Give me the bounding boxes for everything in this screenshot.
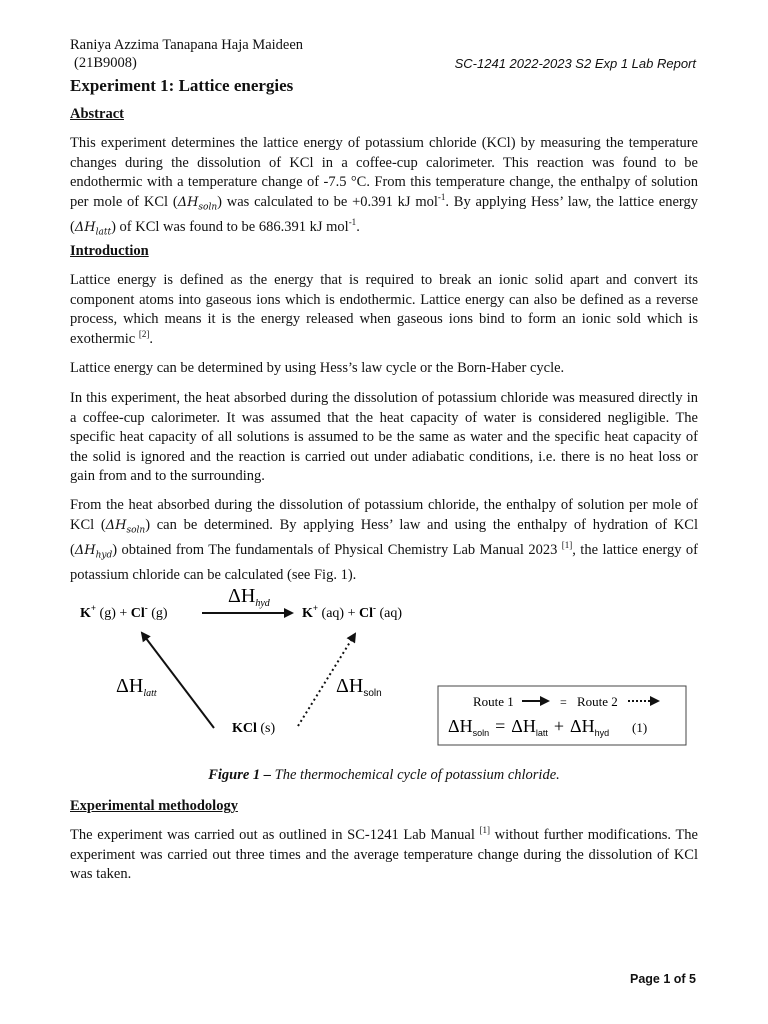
aq-ions-label: K+ (aq) + Cl- (aq) <box>302 603 403 621</box>
equation-1: $\Delta H_{soln} = \Delta H_{latt} + \Delta H_{hyd}$ <box>448 716 610 738</box>
abstract-paragraph: This experiment determines the lattice energy of potassium chloride (KCl) by measuring the temperature changes during the dissolution of KCl in a coffee-cup calorimeter. This reaction was found to be endothermic with a temperature change of -7.5 °C. From this temperature change, the enthalpy of solution per mole of KCl $(\Delta H_{soln})$ was calculated to be +0.391 kJ mol$^{-1}$. By applying Hess’ law, the lattice energy $(\Delta H_{latt})$ of KCl was found to be 686.391 kJ mol$^{-1}$. <box>70 135 698 238</box>
page-title: Experiment 1: Lattice energies <box>70 76 294 95</box>
thermochemical-cycle-diagram <box>0 580 768 760</box>
intro-paragraph-2: Lattice energy can be determined by using Hess’s law cycle or the Born-Haber cycle. <box>70 360 565 376</box>
intro-paragraph-3: In this experiment, the heat absorbed during the dissolution of potassium chloride was measured directly in a coffee-cup calorimeter. It was assumed that the heat capacity of water is considered negligible. The specific heat capacity of all solutions is assumed to be the same as water and the specific heat capacity of the solid is ignored and the reaction is carried out under adiabatic conditions, i.e. there is no heat loss or gain from and to the surrounding. <box>70 390 698 484</box>
page-number: Page 1 of 5 <box>630 972 696 986</box>
course-label: SC-1241 2022-2023 S2 Exp 1 Lab Report <box>454 56 696 71</box>
solid-kcl-label: KCl (s) <box>232 721 276 736</box>
route2-label: Route 2 <box>577 694 618 709</box>
author-name: Raniya Azzima Tanapana Haja Maideen <box>70 37 304 53</box>
intro-paragraph-1: Lattice energy is defined as the energy that is required to break an ionic solid apart and convert its component atoms into gaseous ions which is endothermic. Lattice energy can also be defined as a reverse process, which means it is the energy released when gaseous ions bind to form an ionic sold which is exothermic [2]. <box>70 272 698 347</box>
introduction-heading: Introduction <box>70 243 149 259</box>
intro-paragraph-4: From the heat absorbed during the dissolution of potassium chloride, the enthalpy of solution per mole of KCl $(\Delta H_{soln})$ can be determined. By applying Hess’ law and using the enthalpy of hydration of KCl $(\Delta H_{hyd})$ obtained from The fundamentals of Physical Chemistry Lab Manual 2023 [1], the lattice energy of potassium chloride can be calculated (see Fig. 1). <box>70 497 698 583</box>
delta-h-latt-label: $\Delta H_{latt}$ <box>116 675 157 699</box>
delta-h-hyd-label: $\Delta H_{hyd}$ <box>228 585 270 609</box>
methodology-paragraph: The experiment was carried out as outlined in SC-1241 Lab Manual [1] without further modifications. The experiment was carried out three times and the average temperature change during the dissolution of KCl was taken. <box>70 825 698 882</box>
route-equals: = <box>560 695 567 709</box>
route1-label: Route 1 <box>473 694 514 709</box>
methodology-heading: Experimental methodology <box>70 798 238 814</box>
lattice-arrow <box>142 633 214 728</box>
figure-caption: Figure 1 – The thermochemical cycle of potassium chloride. <box>208 767 560 783</box>
gas-ions-label: K+ (g) + Cl- (g) <box>80 603 168 621</box>
student-id: (21B9008) <box>74 55 137 71</box>
equation-number: (1) <box>632 720 648 735</box>
delta-h-soln-label: $\Delta H_{soln}$ <box>336 675 382 699</box>
abstract-heading: Abstract <box>70 106 124 122</box>
